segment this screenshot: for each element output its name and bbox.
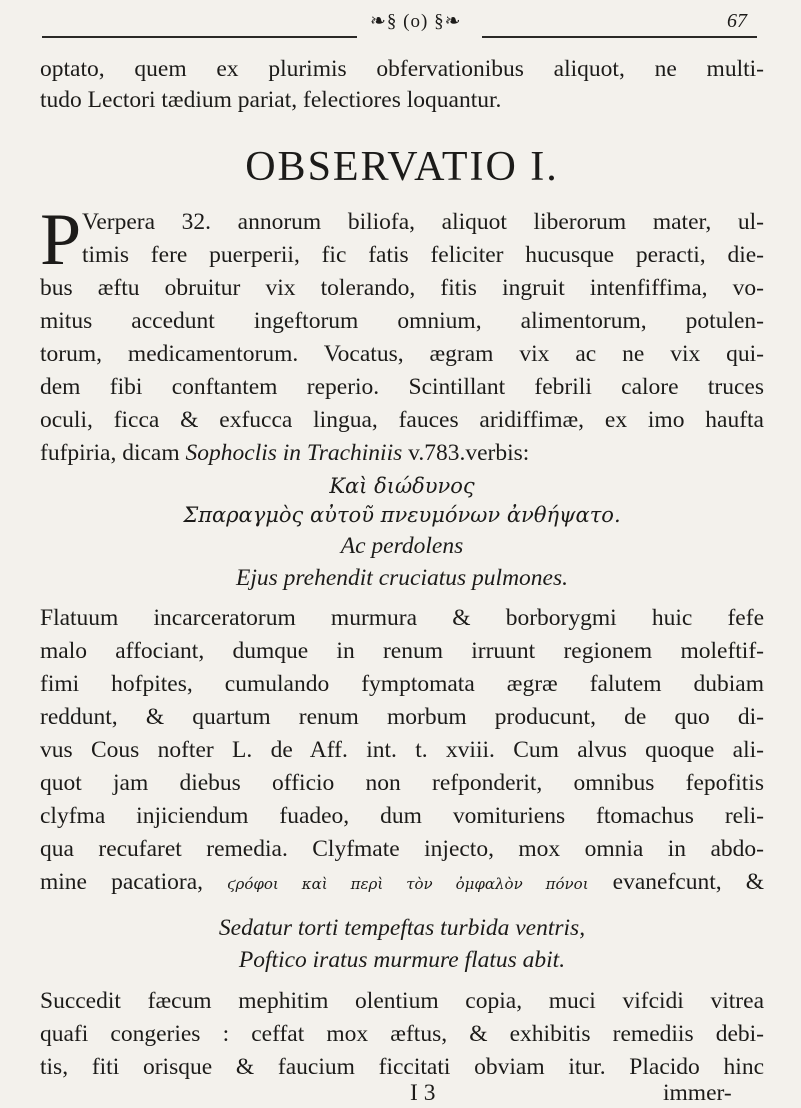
para3-line-2: quafi congeries : ceffat mox æftus, & exhibitis remediis debi-: [40, 1021, 764, 1047]
greek-quote-line-1: Καὶ διώδυνος: [329, 474, 475, 498]
source-citation: Sophoclis in Trachiniis: [185, 440, 403, 466]
para2-line-5: vus Cous nofter L. de Aff. int. t. xviii. Cum alvus quoque ali-: [40, 737, 764, 763]
para2-line-1: Flatuum incarceratorum murmura & borborygmi huic fefe: [40, 605, 764, 631]
para2-line-9-start: mine pacatiora,: [40, 869, 228, 895]
para2-line-6: quot jam diebus officio non refponderit, omnibus fepofitis: [40, 770, 764, 796]
catchword: immer-: [663, 1080, 732, 1106]
para1-line-7: oculi, ficca & exfucca lingua, fauces aridiffimæ, ex imo haufta: [40, 407, 764, 433]
para3-line-3: tis, fiti orisque & faucium ficcitati obviam itur. Placido hinc: [40, 1054, 764, 1080]
greek-inline-phrase: ϛρόφοι καὶ περὶ τὸν ὀμφαλὸν πόνοι: [227, 875, 589, 893]
page-header: [42, 12, 762, 38]
page-number: 67: [727, 10, 747, 32]
para2-line-9-end: evanefcunt, &: [588, 869, 764, 895]
section-title: OBSERVATIO I.: [245, 144, 559, 190]
para1-line-3: bus æftu obruitur vix tolerando, fitis ingruit intenfiffima, vo-: [40, 275, 764, 301]
para2-line-2: malo affociant, dumque in renum irruunt regionem moleftif-: [40, 638, 764, 664]
intro-line-1: optato, quem ex plurimis obfervationibus aliquot, ne multi-: [40, 56, 764, 82]
para3-line-1: Succedit fæcum mephitim olentium copia, muci vifcidi vitrea: [40, 988, 764, 1014]
header-rule-right: [482, 36, 757, 38]
para1-line-6: dem fibi conftantem reperio. Scintillant febrili calore truces: [40, 374, 764, 400]
para2-line-7: clyfma injiciendum fuadeo, dum vomituriens ftomachus reli-: [40, 803, 764, 829]
header-rule-left: [42, 36, 357, 38]
drop-cap: P: [40, 199, 82, 281]
para1-line-1: Verpera 32. annorum biliofa, aliquot liberorum mater, ul-: [82, 209, 764, 235]
intro-line-2: tudo Lectori tædium pariat, felectiores loquantur.: [40, 87, 502, 113]
latin-quote-line-1: Ac perdolens: [340, 533, 464, 559]
para1-line-5: torum, medicamentorum. Vocatus, ægram vix ac ne vix qui-: [40, 341, 764, 367]
verse-line-2: Poftico iratus murmure flatus abit.: [238, 947, 566, 973]
para1-line-8-start: fufpiria, dicam: [40, 440, 186, 466]
para1-line-4: mitus accedunt ingeftorum omnium, alimentorum, potulen-: [40, 308, 764, 334]
para2-line-4: reddunt, & quartum renum morbum producunt, de quo di-: [40, 704, 764, 730]
signature-mark: I 3: [410, 1080, 436, 1106]
verse-line-1: Sedatur torti tempeftas turbida ventris,: [218, 915, 586, 941]
para1-line-8-end: v.783.verbis:: [402, 440, 530, 466]
para2-line-3: fimi hofpites, cumulando fymptomata ægræ falutem dubiam: [40, 671, 764, 697]
header-ornament: ❧§ (o) §❧: [370, 11, 462, 32]
para1-line-2: timis fere puerperii, fic fatis feliciter hucusque peracti, die-: [82, 242, 764, 268]
latin-quote-line-2: Ejus prehendit cruciatus pulmones.: [235, 565, 568, 591]
para2-line-8: qua recufaret remedia. Clyfmate injecto, mox omnia in abdo-: [40, 836, 764, 862]
para1-line-8: [40, 438, 529, 468]
greek-quote-line-2: Σπαραγμὸς αὐτοῦ πνευμόνων ἀνθήψατο.: [183, 503, 621, 527]
para2-line-9: [40, 867, 764, 899]
